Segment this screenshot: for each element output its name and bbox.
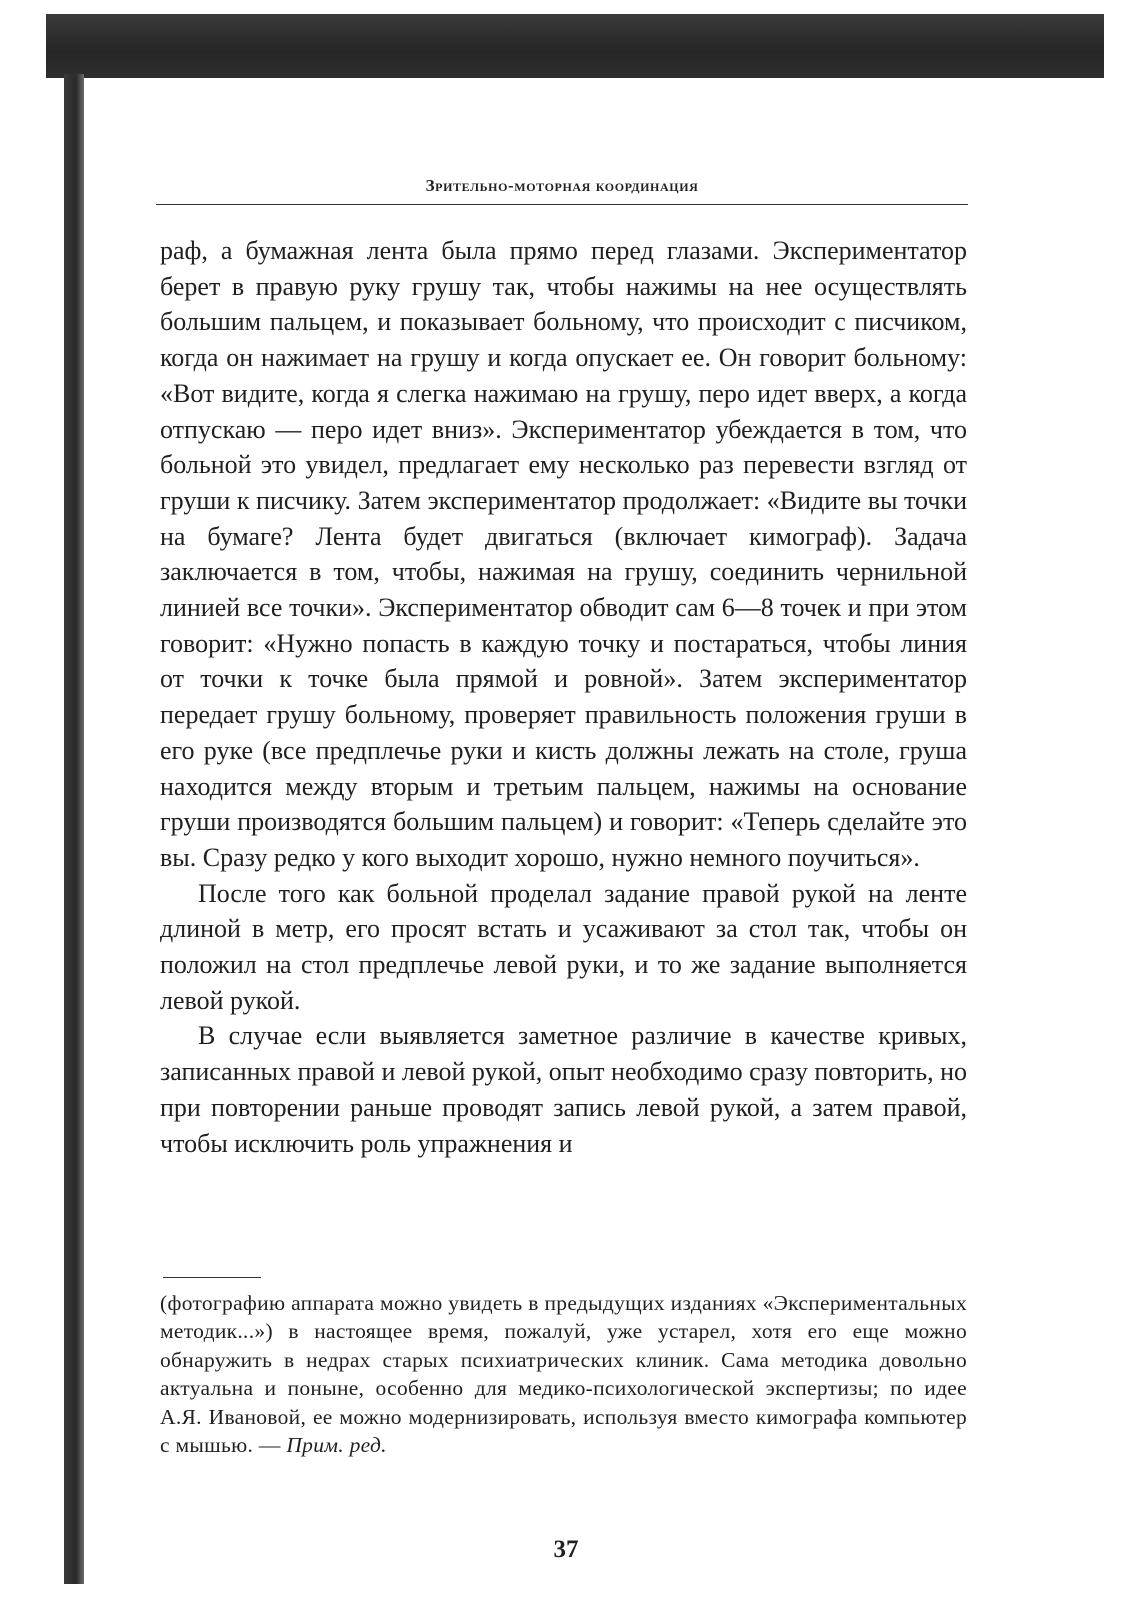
paragraph-3: В случае если выявляется заметное различие в качестве кривых, записанных правой и левой рукой, опыт необходимо сразу повторить, но при повторении раньше проводят запись левой рукой, а затем правой, чтобы исключить роль упражнения и xyxy=(160,1021,967,1158)
body-text xyxy=(160,233,967,1161)
editor-note: Прим. ред. xyxy=(286,1433,387,1458)
scan-edge-left xyxy=(64,74,84,1584)
header-rule xyxy=(156,204,968,205)
footnote-rule xyxy=(163,1277,261,1278)
footnote xyxy=(160,1289,967,1459)
paragraph-2: После того как больной проделал задание правой рукой на ленте длиной в метр, его просят встать и усаживают за стол так, чтобы он положил на стол предплечье левой руки, и то же задание выполняется левой рукой. xyxy=(160,878,967,1015)
scan-edge-top xyxy=(46,14,1104,78)
footnote-text: (фотографию аппарата можно увидеть в предыдущих изданиях «Экспериментальных методик...») в настоящее время, пожалуй, уже устарел, хотя его еще можно обнаружить в недрах старых психиатрических клиник. Сама методика довольно актуальна и поныне, особенно для медико-психологической экспертизы; по идее А.Я. Ивановой, ее можно модернизировать, используя вместо кимографа компьютер с мышью. — xyxy=(160,1291,967,1458)
running-head: Зрительно-моторная координация xyxy=(425,176,699,195)
paragraph-1: раф, а бумажная лента была прямо перед глазами. Экспериментатор берет в правую руку грушу так, чтобы нажимы на нее осуществлять большим пальцем, и показывает больному, что происходит с писчиком, когда он нажимает на грушу и когда опускает ее. Он говорит больному: «Вот видите, когда я слегка нажимаю на грушу, перо идет вверх, а когда отпускаю — перо идет вниз». Экспериментатор убеждается в том, что больной это увидел, предлагает ему несколько раз перевести взгляд от груши к писчику. Затем экспериментатор продолжает: «Видите вы точки на бумаге? Лента будет двигаться (включает кимограф). Задача заключается в том, чтобы, нажимая на грушу, соединить чернильной линией все точки». Экспериментатор обводит сам 6—8 точек и при этом говорит: «Нужно попасть в каждую точку и постараться, чтобы линия от точки к точке была прямой и ровной». Затем экспериментатор передает грушу больному, проверяет правильность положения груши в его руке (все предплечье руки и кисть должны лежать на столе, груша находится между вторым и третьим пальцем, нажимы на основание груши производятся большим пальцем) и говорит: «Теперь сделайте это вы. Сразу редко у кого выходит хорошо, нужно немного поучиться». xyxy=(160,236,967,872)
page-number: 37 xyxy=(553,1536,579,1563)
